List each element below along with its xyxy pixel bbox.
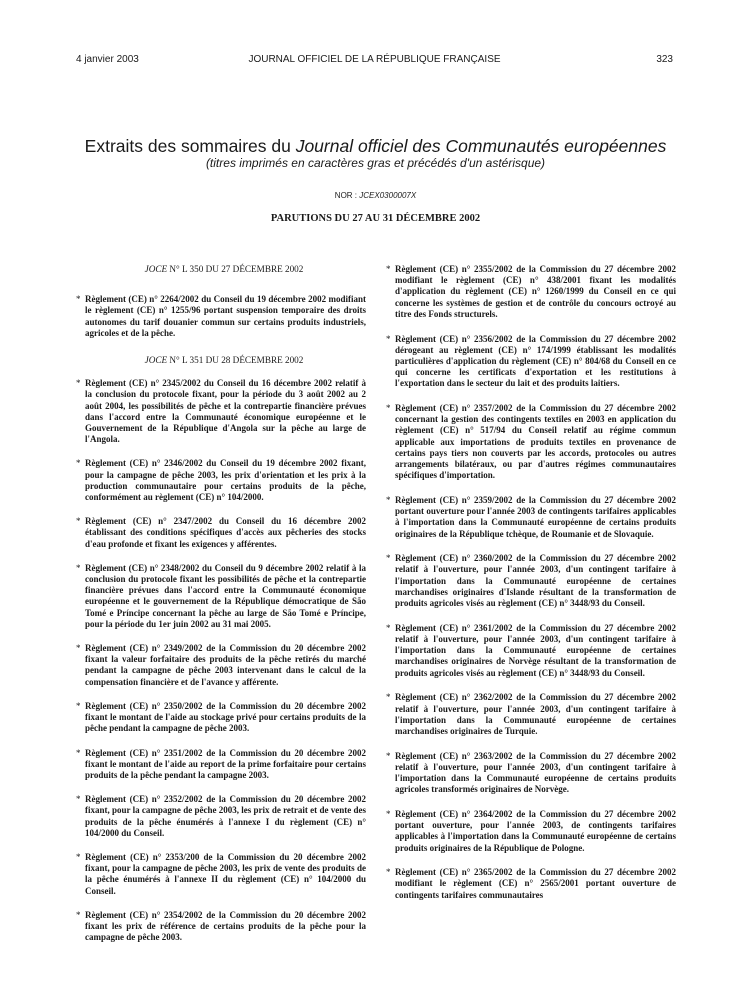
page-header (76, 54, 673, 68)
regulation-title: Règlement (CE) n° 2365/2002 de la Commission du 27 décembre 2002 modifiant le règlement (CE) n° 2565/2001 portant ouverture de contingents tarifaires communautaires (395, 867, 676, 900)
asterisk-marker: * (386, 494, 391, 505)
asterisk-marker: * (386, 808, 391, 819)
asterisk-marker: * (76, 643, 81, 654)
asterisk-marker: * (386, 264, 391, 274)
regulation-entry (386, 334, 676, 390)
regulation-title: Règlement (CE) n° 2353/200 de la Commission du 20 décembre 2002 fixant, pour la campagne de pêche 2003, les prix de vente des produits de la pêche énumérés à l'annexe II du règlement (CE) n° 104/2000 du Conseil. (85, 851, 366, 896)
regulation-entry (386, 692, 676, 737)
regulation-title: Règlement (CE) n° 2345/2002 du Conseil du 16 décembre 2002 relatif à la conclusion du protocole fixant, pour la période du 3 août 2002 au 2 août 2004, les possibilités de pêche et la contrepartie financière prévues dans l'accord entre la Communauté économique européenne et le Gouvernement de la République d'Angola sur la pêche au large de l'Angola. (85, 378, 366, 445)
regulation-title: Règlement (CE) n° 2356/2002 de la Commission du 27 décembre 2002 dérogeant au règlement (CE) n° 174/1999 établissant les modalités particulières d'application du règlement (CE) n° 804/68 du Conseil en ce qui concerne les certificats d'exportation et les restitutions à l'exportation dans le secteur du lait et des produits laitiers. (395, 333, 676, 389)
section-heading-l350 (82, 264, 366, 275)
section-l350-items (76, 294, 366, 339)
section-joce-label: JOCE (144, 355, 168, 366)
section-joce-label: JOCE (144, 264, 168, 274)
regulation-entry (76, 563, 366, 630)
regulation-entry (76, 294, 366, 339)
regulation-title: Règlement (CE) n° 2346/2002 du Conseil du 19 décembre 2002 fixant, pour la campagne de pêche 2003, les prix d'orientation et les prix à la production communautaire pour certains produits de la pêche, conformément au règlement (CE) n° 104/2000. (85, 458, 366, 503)
regulation-entry (76, 701, 366, 735)
nor-code: JCEX0300007X (359, 191, 417, 200)
asterisk-marker: * (386, 750, 391, 761)
page-title (60, 135, 691, 157)
asterisk-marker: * (76, 700, 81, 711)
asterisk-marker: * (76, 458, 81, 469)
right-column-items (386, 264, 676, 901)
header-journal-title: JOURNAL OFFICIEL DE LA RÉPUBLIQUE FRANÇAISE (248, 54, 501, 65)
nor-reference (0, 191, 751, 200)
regulation-title: Règlement (CE) n° 2361/2002 de la Commission du 27 décembre 2002 relatif à l'ouverture, pour l'année 2003, d'un contingent tarifaire à l'importation dans la Communauté européenne de certaines marchandises originaires de Norvège résultant de la transformation de produits agricoles visés au règlement (CE) n° 3448/93 du Conseil. (395, 622, 676, 678)
regulation-title: Règlement (CE) n° 2359/2002 de la Commission du 27 décembre 2002 portant ouverture pour l'année 2003 de contingents tarifaires applicables à l'importation dans la Communauté européenne de certains produits originaires de la République tchèque, de Roumanie et de Slovaquie. (395, 494, 676, 539)
asterisk-marker: * (76, 378, 81, 389)
asterisk-marker: * (76, 516, 81, 527)
header-date: 4 janvier 2003 (76, 54, 139, 65)
regulation-title: Règlement (CE) n° 2357/2002 de la Commission du 27 décembre 2002 concernant la gestion des contingents textiles en 2003 en application du règlement (CE) n° 517/94 du Conseil relatif au régime commun applicable aux importations de produits textiles en provenance de certains pays tiers non couverts par les accords, protocoles ou autres arrangements bilatéraux, ou par d'autres régimes communautaires spécifiques d'importation. (395, 403, 676, 481)
regulation-title: Règlement (CE) n° 2347/2002 du Conseil du 16 décembre 2002 établissant des conditions spécifiques d'accès aux pêcheries des stocks d'eau profonde et fixant les exigences y afférentes. (85, 516, 366, 549)
regulation-title: Règlement (CE) n° 2351/2002 de la Commission du 20 décembre 2002 fixant le montant de l'aide au report de la prime forfaitaire pour certains produits de la pêche pendant la campagne 2003. (85, 747, 366, 780)
page-subtitle: (titres imprimés en caractères gras et précédés d'un astérisque) (205, 156, 546, 170)
regulation-title: Règlement (CE) n° 2363/2002 de la Commission du 27 décembre 2002 relatif à l'ouverture, pour l'année 2003, d'un contingent tarifaire à l'importation dans la Communauté européenne de certains produits agricoles transformés originaires de Norvège. (395, 750, 676, 795)
regulation-entry (76, 910, 366, 944)
regulation-title: Règlement (CE) n° 2348/2002 du Conseil du 9 décembre 2002 relatif à la conclusion du protocole fixant les possibilités de pêche et la contrepartie financière prévues dans l'accord entre la Communauté économique européenne et le gouvernement de la République démocratique de São Tomé e Príncipe concernant la pêche au large de São Tomé e Príncipe, pour la période du 1er juin 2002 au 31 mai 2005. (85, 562, 366, 629)
regulation-title: Règlement (CE) n° 2352/2002 de la Commission du 20 décembre 2002 fixant, pour la campagne de pêche 2003, les prix de retrait et de vente des produits de la pêche énumérés à l'annexe I du règlement (CE) n° 104/2000 du Conseil. (85, 794, 366, 838)
regulation-entry (386, 495, 676, 540)
asterisk-marker: * (386, 622, 391, 633)
regulation-entry (76, 748, 366, 782)
regulation-title: Règlement (CE) n° 2349/2002 de la Commission du 20 décembre 2002 fixant la valeur forfaitaire des produits de la pêche retirés du marché pendant la campagne de pêche 2003 intervenant dans le calcul de la compensation financière et de l'avance y afférente. (85, 643, 366, 687)
section-ref: N° L 350 DU 27 DÉCEMBRE 2002 (167, 264, 304, 274)
regulation-entry (386, 751, 676, 796)
regulation-entry (386, 809, 676, 854)
asterisk-marker: * (76, 562, 81, 573)
regulation-title: Règlement (CE) n° 2264/2002 du Conseil du 19 décembre 2002 modifiant le règlement (CE) n° 1255/96 portant suspension temporaire des droits autonomes du tarif douanier commun sur certains produits industriels, agricoles et de la pêche. (85, 294, 366, 338)
regulation-title: Règlement (CE) n° 2364/2002 de la Commission du 27 décembre 2002 portant ouverture, pour l'année 2003, de contingents tarifaires applicables à l'importation dans la Communauté européenne de certains produits originaires de la République de Pologne. (395, 808, 676, 853)
asterisk-marker: * (386, 867, 391, 878)
asterisk-marker: * (76, 909, 81, 920)
parutions-heading: PARUTIONS DU 27 AU 31 DÉCEMBRE 2002 (270, 213, 481, 224)
regulation-entry (76, 516, 366, 550)
regulation-entry (386, 623, 676, 679)
regulation-entry (386, 264, 676, 320)
title-part1: Extraits des sommaires du (84, 136, 296, 156)
regulation-entry (76, 852, 366, 897)
asterisk-marker: * (76, 747, 81, 758)
regulation-entry (76, 643, 366, 688)
asterisk-marker: * (76, 294, 81, 305)
regulation-entry (386, 553, 676, 609)
regulation-entry (386, 867, 676, 901)
header-page-number: 323 (656, 54, 673, 65)
asterisk-marker: * (386, 553, 391, 564)
section-l351-items (76, 378, 366, 943)
regulation-entry (76, 458, 366, 503)
regulation-title: Règlement (CE) n° 2355/2002 de la Commission du 27 décembre 2002 modifiant le règlement (CE) n° 438/2001 fixant les modalités d'application du règlement (CE) n° 1260/1999 du Conseil en ce qui concerne les systèmes de gestion et de contrôle du concours octroyé au titre des Fonds structurels. (395, 264, 676, 319)
asterisk-marker: * (76, 794, 81, 805)
asterisk-marker: * (76, 851, 81, 862)
regulation-entry (386, 403, 676, 481)
nor-label: NOR : (334, 191, 358, 200)
regulation-entry (76, 378, 366, 445)
section-heading-l351 (82, 355, 366, 366)
section-ref: N° L 351 DU 28 DÉCEMBRE 2002 (167, 355, 304, 366)
left-column (76, 264, 366, 956)
regulation-title: Règlement (CE) n° 2360/2002 de la Commission du 27 décembre 2002 relatif à l'ouverture, pour l'année 2003, d'un contingent tarifaire à l'importation dans la Communauté européenne de certaines marchandises originaires d'Islande résultant de la transformation de produits agricoles visés au règlement (CE) n° 3448/93 du Conseil. (395, 553, 676, 609)
regulation-title: Règlement (CE) n° 2350/2002 de la Commission du 20 décembre 2002 fixant le montant de l'aide au stockage privé pour certains produits de la pêche pendant la campagne de pêche 2003. (85, 700, 366, 734)
asterisk-marker: * (386, 333, 391, 344)
title-part2: Journal officiel des Communautés européennes (295, 136, 667, 156)
regulation-title: Règlement (CE) n° 2362/2002 de la Commission du 27 décembre 2002 relatif à l'ouverture, pour l'année 2003, d'un contingent tarifaire à l'importation dans la Communauté européenne de certaines marchandises originaires de Turquie. (395, 692, 676, 736)
asterisk-marker: * (386, 403, 391, 414)
asterisk-marker: * (386, 692, 391, 703)
regulation-title: Règlement (CE) n° 2354/2002 de la Commission du 20 décembre 2002 fixant les prix de référence de certains produits de la pêche pour la campagne de pêche 2003. (85, 909, 366, 943)
regulation-entry (76, 794, 366, 839)
right-column (386, 264, 676, 914)
